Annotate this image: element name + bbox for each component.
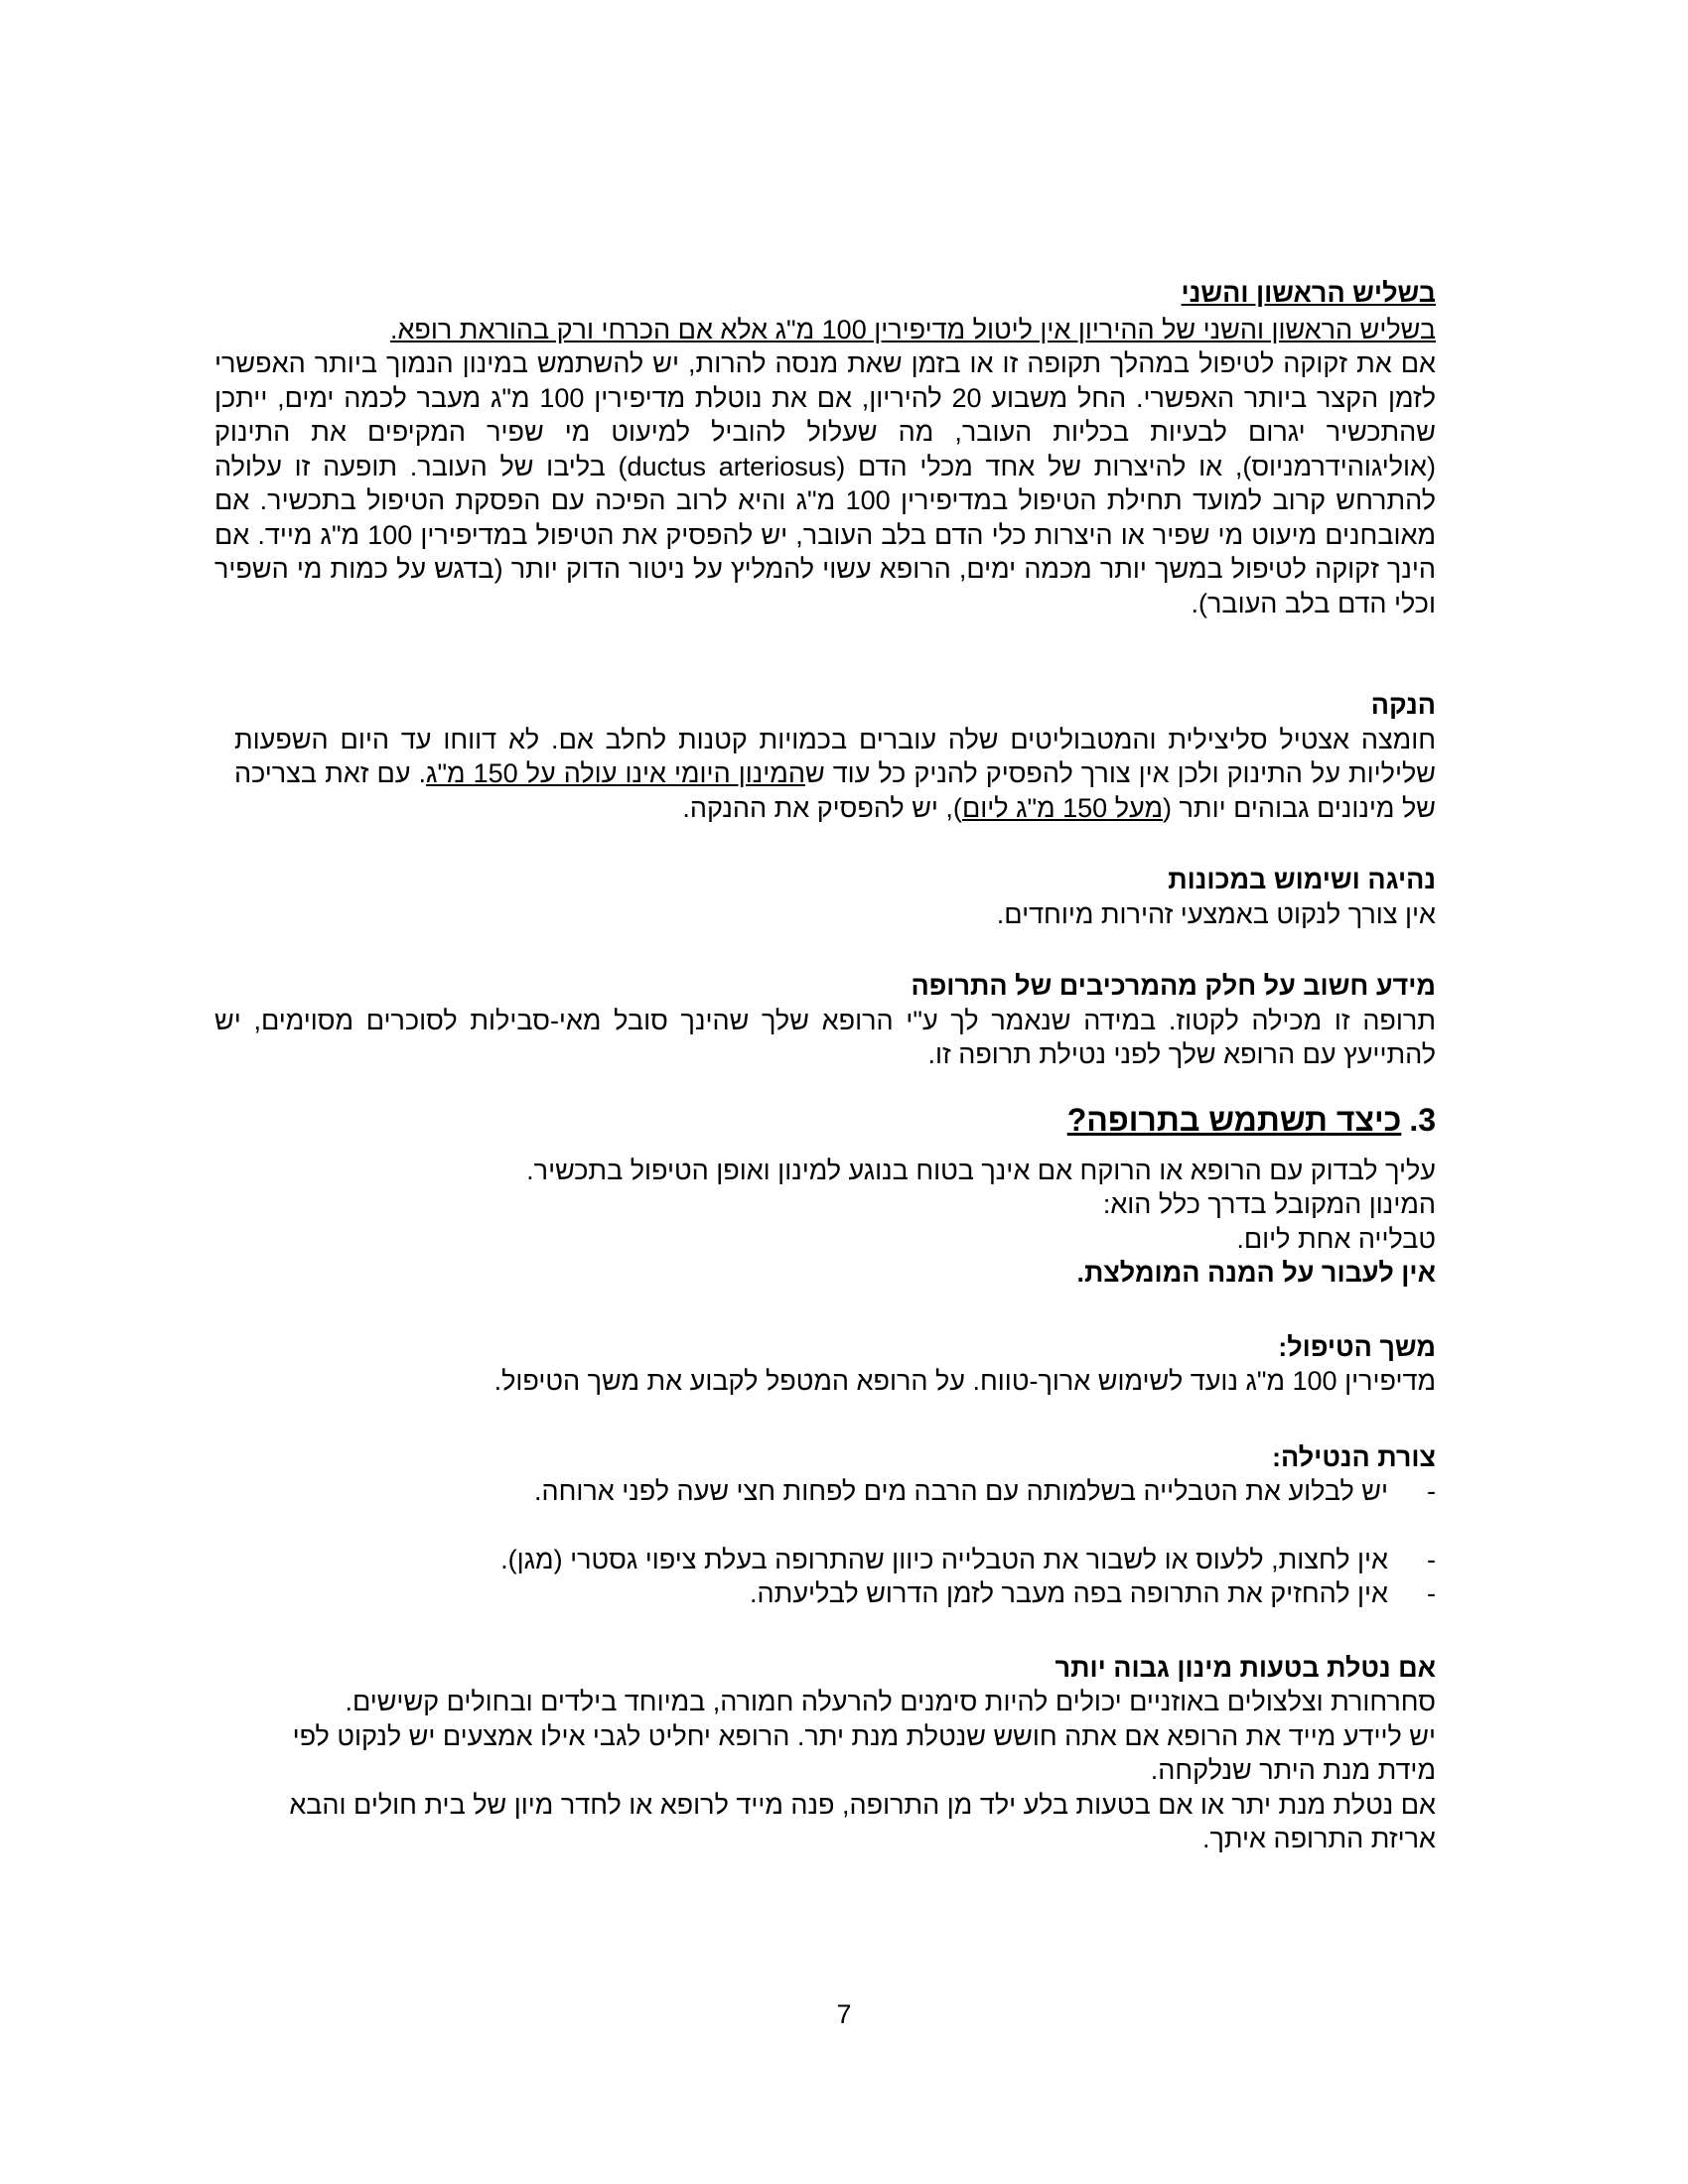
administration-item-2 bbox=[214, 1543, 1436, 1577]
document-page bbox=[214, 276, 1436, 1856]
administration-item-text: אין להחזיק את התרופה בפה מעבר לזמן הדרוש לבליעתה. bbox=[750, 1578, 1388, 1608]
breastfeeding-body bbox=[214, 723, 1436, 826]
ingredients-body: תרופה זו מכילה לקטוז. במידה שנאמר לך ע"י הרופא שלך שהינך סובל מאי-סבילות לסוכרים מסוימים, יש להתייעץ עם הרופא שלך לפני נטילת תרופה זו. bbox=[214, 1005, 1436, 1069]
section-3-title bbox=[214, 1100, 1436, 1140]
dash-marker: - bbox=[1427, 1476, 1436, 1506]
trimester-heading: בשליש הראשון והשני bbox=[1181, 278, 1436, 308]
driving-heading: נהיגה ושימוש במכונות bbox=[1168, 865, 1436, 894]
breastfeeding-daily-dose: המינון היומי אינו עולה על 150 מ"ג bbox=[426, 758, 805, 788]
page-number: 7 bbox=[836, 1999, 852, 2029]
breastfeeding-heading: הנקה bbox=[1370, 690, 1436, 720]
overdose-p1: סחרחורת וצלצולים באוזניים יכולים להיות סימנים להרעלה חמורה, במיוחד בילדים ובחולים קשישים. bbox=[345, 1687, 1436, 1716]
breastfeeding-text-3: ), יש להפסיק את ההנקה. bbox=[682, 792, 962, 823]
administration-item-text: אין לחצות, ללעוס או לשבור את הטבלייה כיוון שהתרופה בעלת ציפוי גסטרי (מגן). bbox=[500, 1544, 1388, 1574]
overdose-p2: יש ליידע מייד את הרופא אם אתה חושש שנטלת מנת יתר. הרופא יחליט לגבי אילו אמצעים יש לנקוט לפי מידת מנת היתר שנלקחה. bbox=[292, 1720, 1436, 1785]
dash-marker: - bbox=[1427, 1544, 1436, 1574]
breastfeeding-text-1: חומצה אצטיל סליצילית והמטבוליטים שלה עוברים בכמויות קטנות לחלב אם. לא דווחו עד היום השפעות שליליות על התינוק ולכן אין צורך להפסיק להניק כל עוד ש bbox=[234, 724, 1436, 788]
administration-heading: צורת הנטילה: bbox=[1272, 1441, 1436, 1472]
administration-item-3 bbox=[214, 1576, 1436, 1611]
trimester-warning: בשליש הראשון והשני של ההיריון אין ליטול מדיפירין 100 מ"ג אלא אם הכרחי ורק בהוראת רופא. bbox=[389, 314, 1436, 344]
dash-marker: - bbox=[1427, 1578, 1436, 1608]
duration-body: מדיפירין 100 מ"ג נועד לשימוש ארוך-טווח. על הרופא המטפל לקבוע את משך הטיפול. bbox=[493, 1366, 1436, 1396]
section-3-line-3: טבלייה אחת ליום. bbox=[1236, 1223, 1436, 1254]
section-3-title-text: כיצד תשתמש בתרופה? bbox=[1066, 1101, 1402, 1138]
breastfeeding-high-dose: מעל 150 מ"ג ליום bbox=[961, 792, 1164, 823]
administration-item-text: יש לבלוע את הטבלייה בשלמותה עם הרבה מים לפחות חצי שעה לפני ארוחה. bbox=[533, 1476, 1388, 1506]
overdose-p3: אם נטלת מנת יתר או אם בטעות בלע ילד מן התרופה, פנה מייד לרופא או לחדר מיון של בית חולים והבא אריזת התרופה איתך. bbox=[289, 1789, 1436, 1853]
trimester-body: אם את זקוקה לטיפול במהלך תקופה זו או בזמן שאת מנסה להרות, יש להשתמש במינון הנמוך ביותר האפשרי לזמן הקצר ביותר האפשרי. החל משבוע 20 להיריון, אם את נוטלת מדיפירין 100 מ"ג מעבר לכמה ימים, ייתכן שהתכשיר יגרום לבעיות בכליות העובר, מה שעלול להוביל למיעוט מי שפיר המקיפים את התינוק (אוליגוהידרמניוס), או להיצרות של אחד מכלי הדם (ductus arteriosus) בליבו של העובר. תופעה זו עלולה להתרחש קרוב למועד תחילת הטיפול במדיפירין 100 מ"ג והיא לרוב הפיכה עם הפסקת הטיפול בתכשיר. אם מאובחנים מיעוט מי שפיר או היצרות כלי הדם בלב העובר, יש להפסיק את הטיפול במדיפירין 100 מ"ג מייד. אם הינך זקוקה לטיפול במשך יותר מכמה ימים, הרופא עשוי להמליץ על ניטור הדוק יותר (בדגש על כמות מי השפיר וכלי הדם בלב העובר). bbox=[214, 348, 1437, 618]
section-3-line-2: המינון המקובל בדרך כלל הוא: bbox=[1102, 1189, 1436, 1219]
section-3-line-1: עליך לבדוק עם הרופא או הרוקח אם אינך בטוח בנוגע למינון ואופן הטיפול בתכשיר. bbox=[526, 1155, 1436, 1185]
breastfeeding-text-2: . עם זאת בצריכה של מינונים גבוהים יותר ( bbox=[234, 758, 1436, 823]
overdose-heading: אם נטלת בטעות מינון גבוה יותר bbox=[1055, 1652, 1436, 1683]
section-3-line-4: אין לעבור על המנה המומלצת. bbox=[1076, 1258, 1436, 1288]
section-3-number: 3. bbox=[1409, 1101, 1436, 1138]
driving-body: אין צורך לנקוט באמצעי זהירות מיוחדים. bbox=[996, 898, 1436, 929]
duration-heading: משך הטיפול: bbox=[1278, 1331, 1436, 1362]
ingredients-heading: מידע חשוב על חלק מהמרכיבים של התרופה bbox=[911, 971, 1436, 1001]
administration-item-1 bbox=[214, 1474, 1436, 1509]
